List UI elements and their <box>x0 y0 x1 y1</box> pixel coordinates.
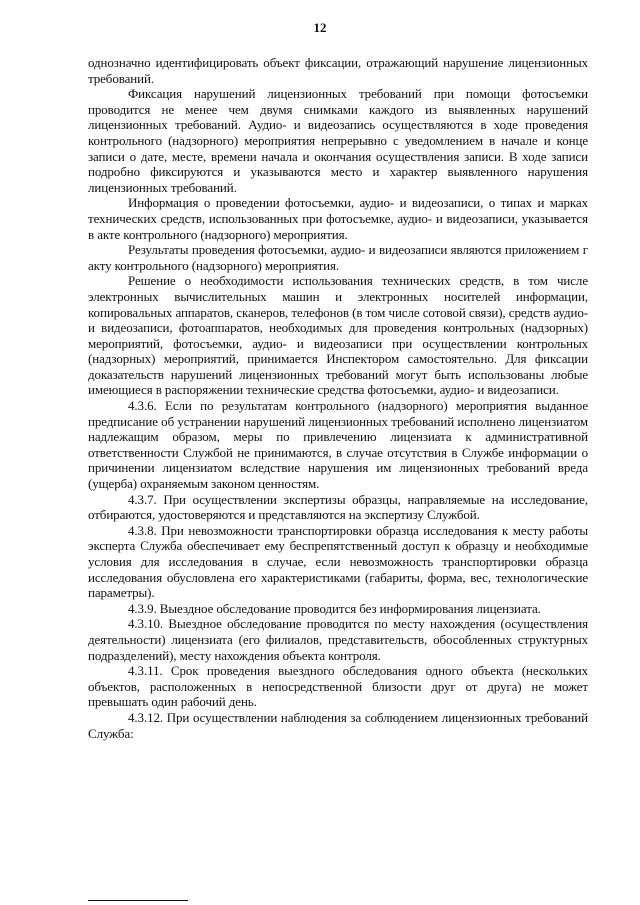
paragraph: однозначно идентифицировать объект фиксации, отражающий нарушение лицензионных требований. <box>88 55 588 86</box>
paragraph: Информация о проведении фотосъемки, аудио- и видеозаписи, о типах и марках технических средств, использованных при фотосъемке, аудио- и видеозаписи, указывается в акте контрольного (надзорного) мероприятия. <box>88 195 588 242</box>
paragraph: 4.3.12. При осуществлении наблюдения за соблюдением лицензионных требований Служба: <box>88 709 588 741</box>
paragraph: Результаты проведения фотосъемки, аудио- и видеозаписи являются приложением г акту контрольного (надзорного) мероприятия. <box>88 242 588 273</box>
paragraph: 4.3.6. Если по результатам контрольного (надзорного) мероприятия выданное предписание об устранении нарушений лицензионных требований исполнено лицензиатом надлежащим образом, меры по привлечению лицензиата к административной ответственности Службой не принимаются, в случае отсутствия в Службе информации о причинении лицензиатом вследствие нарушения им лицензионных требований вреда (ущерба) охраняемым законом ценностям. <box>88 398 588 492</box>
paragraph: Фиксация нарушений лицензионных требований при помощи фотосъемки проводится не менее чем двумя снимками каждого из выявленных нарушений лицензионных требований. Аудио- и видеозапись осуществляются в ходе проведения контрольного (надзорного) мероприятия непрерывно с уведомлением в начале и конце записи о дате, месте, времени начала и окончания осуществления записи. В ходе записи подробно фиксируются и указываются место и характер выявленного нарушения лицензионных требований. <box>88 86 588 195</box>
footnote-divider <box>88 900 188 901</box>
paragraph: 4.3.11. Срок проведения выездного обследования одного объекта (нескольких объектов, расположенных в непосредственной близости друг от друга) не может превышать один рабочий день. <box>88 663 588 710</box>
document-body <box>88 55 588 741</box>
paragraph: 4.3.9. Выездное обследование проводится без информирования лицензиата. <box>128 600 541 616</box>
page-number: 12 <box>313 20 327 35</box>
paragraph: 4.3.8. При невозможности транспортировки образца исследования к месту работы эксперта Служба обеспечивает ему беспрепятственный доступ к образцу и необходимые условия для исследования в случае, если невозможность транспортировки образца исследования обусловлена его характеристиками (габариты, форма, вес, технологические параметры). <box>88 522 588 601</box>
paragraph: 4.3.10. Выездное обследование проводится по месту нахождения (осуществления деятельности) лицензиата (его филиалов, представительств, обособленных структурных подразделений), месту нахождения объекта контроля. <box>88 616 588 663</box>
paragraph: 4.3.7. При осуществлении экспертизы образцы, направляемые на исследование, отбираются, удостоверяются и представляются на экспертизу Службой. <box>88 491 588 523</box>
paragraph: Решение о необходимости использования технических средств, в том числе электронных вычислительных машин и электронных носителей информации, копировальных аппаратов, сканеров, телефонов (в том числе сотовой связи), средств аудио- и видеозаписи, фотоаппаратов, необходимых для проведения контрольных (надзорных) мероприятий, фотосъемки, аудио- и видеозаписи при осуществлении контрольных (надзорных) мероприятий, принимается Инспектором самостоятельно. Для фиксации доказательств нарушений лицензионных требований могут быть использованы любые имеющиеся в распоряжении технические средства фотосъемки, аудио- и видеозаписи. <box>88 273 588 398</box>
